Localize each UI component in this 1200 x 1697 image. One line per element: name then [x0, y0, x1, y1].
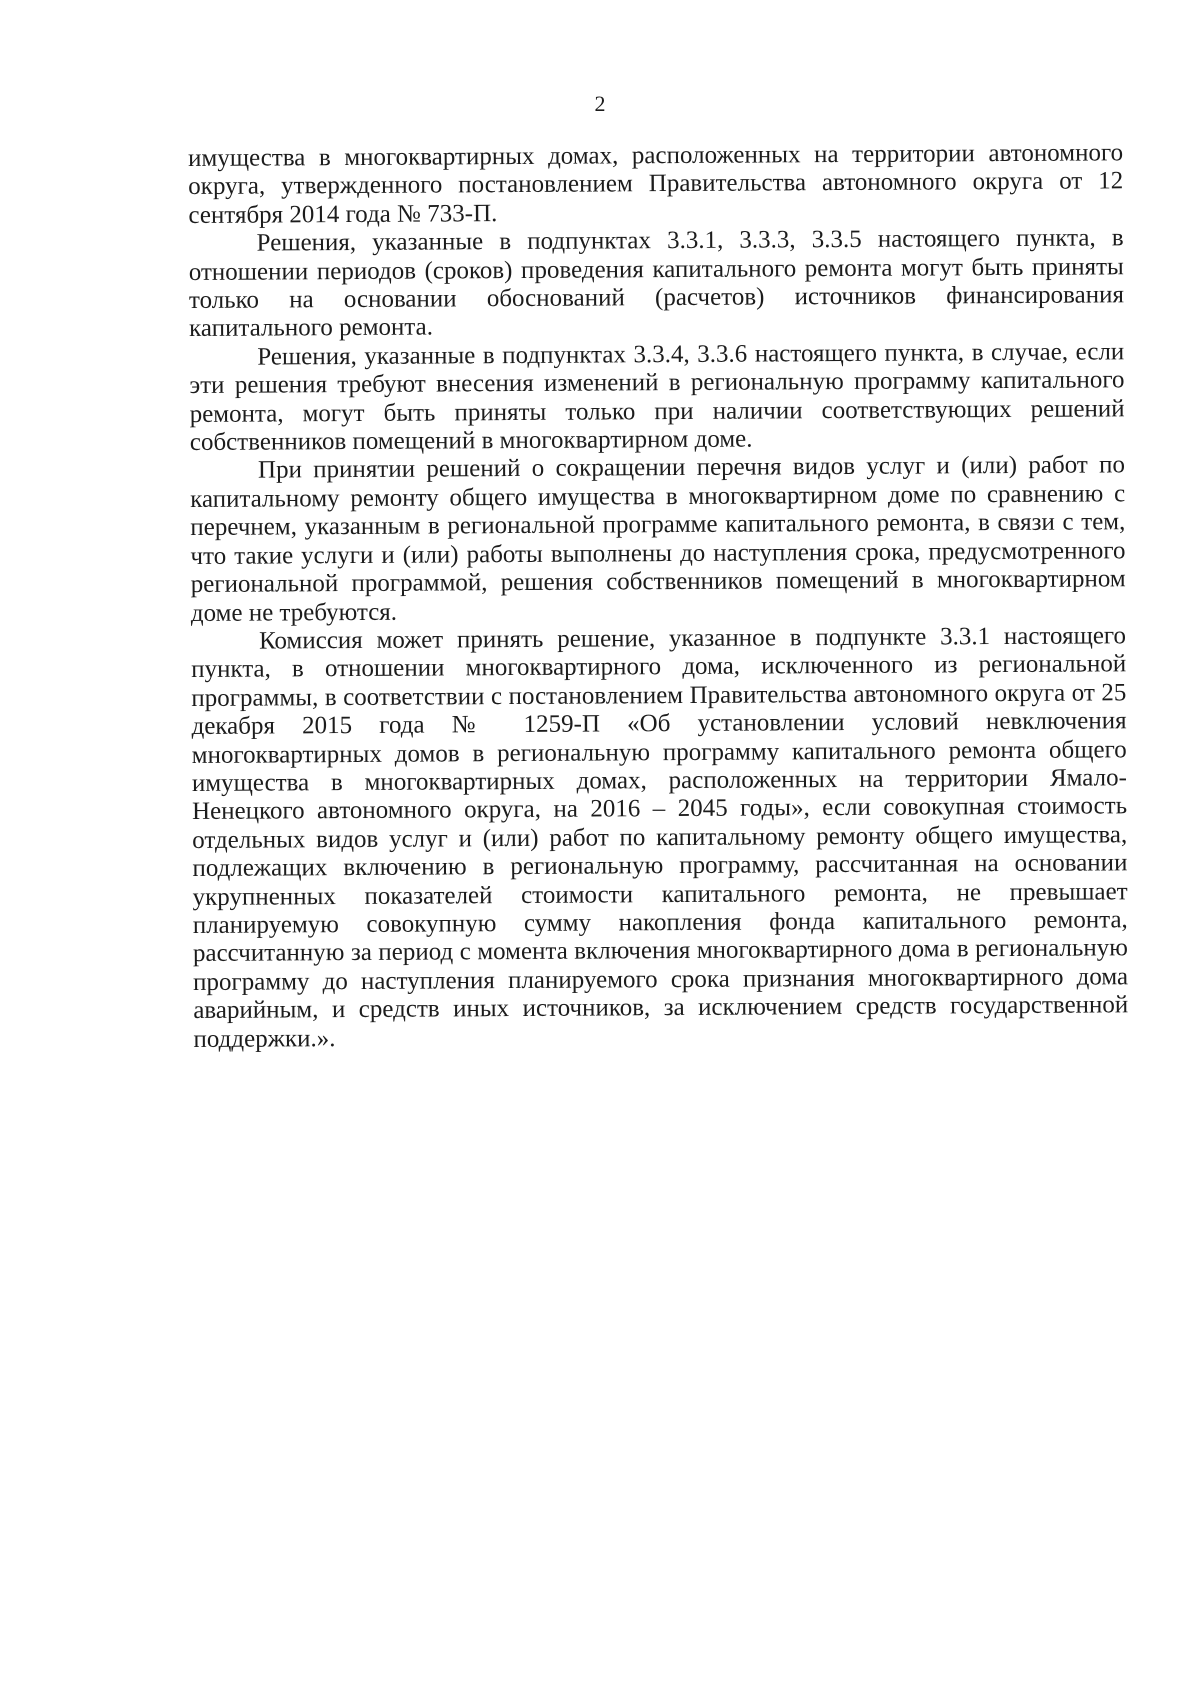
paragraph-commission-decision: Комиссия может принять решение, указанное в подпункте 3.3.1 настоящего пункта, в отношении многоквартирного дома, исключенного из региональной программы, в соответствии с постановлением Правительства автономного округа от 25 декабря 2015 года № 1259-П «Об установлении условий невключения многоквартирных домов в региональную программу капитального ремонта общего имущества в многоквартирных домах, расположенных на территории Ямало-Ненецкого автономного округа, на 2016 – 2045 годы», если совокупная стоимость отдельных видов услуг и (или) работ по капитальному ремонту общего имущества, подлежащих включению в региональную программу, рассчитанная на основании укрупненных показателей стоимости капитального ремонта, не превышает планируемую совокупную сумму накопления фонда капитального ремонта, рассчитанную за период с момента включения многоквартирного дома в региональную программу до наступления планируемого срока признания многоквартирного дома аварийным, и средств иных источников, за исключением средств государственной поддержки.».	[191, 622, 1129, 1053]
page-number: 2	[594, 91, 606, 116]
paragraph-reduction-of-works: При принятии решений о сокращении перечня видов услуг и (или) работ по капитальному ремонту общего имущества в многоквартирном доме по сравнению с перечнем, указанным в региональной программе капитального ремонта, в связи с тем, что такие услуги и (или) работы выполнены до наступления срока, предусмотренного региональной программой, решения собственников помещений в многоквартирном доме не требуются.	[190, 451, 1126, 627]
paragraph-decisions-program-changes: Решения, указанные в подпунктах 3.3.4, 3.3.6 настоящего пункта, в случае, если эти решения требуют внесения изменений в региональную программу капитального ремонта, могут быть приняты только при наличии соответствующих решений собственников помещений в многоквартирном доме.	[189, 338, 1125, 457]
paragraph-continuation: имущества в многоквартирных домах, расположенных на территории автономного округа, утвержденного постановлением Правительства автономного округа от 12 сентября 2014 года № 733-П.	[188, 139, 1124, 229]
document-body	[188, 139, 1129, 1054]
paragraph-decisions-periods: Решения, указанные в подпунктах 3.3.1, 3.3.3, 3.3.5 настоящего пункта, в отношении периодов (сроков) проведения капитального ремонта могут быть приняты только на основании обоснований (расчетов) источников финансирования капитального ремонта.	[188, 224, 1125, 343]
